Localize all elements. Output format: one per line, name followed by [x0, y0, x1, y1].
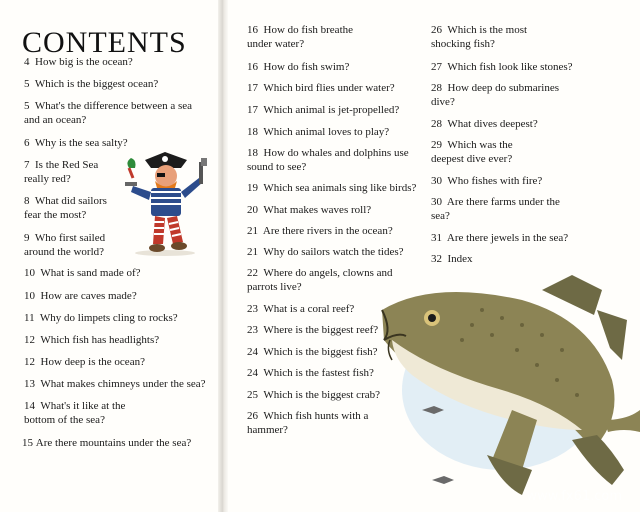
toc-entry[interactable]: 13 What makes chimneys under the sea?: [24, 378, 206, 390]
toc-entry[interactable]: 19 Which sea animals sing like birds?: [247, 182, 417, 194]
toc-entry[interactable]: 27 Which fish look like stones?: [431, 61, 573, 73]
toc-entry[interactable]: 21 Why do sailors watch the tides?: [247, 246, 404, 258]
toc-entry[interactable]: 24 Which is the biggest fish?: [247, 346, 378, 358]
small-fish-icon: [432, 476, 454, 484]
toc-entry[interactable]: 5 Which is the biggest ocean?: [24, 78, 159, 90]
toc-entry[interactable]: 12 Which fish has headlights?: [24, 334, 160, 346]
toc-entry[interactable]: 15 Are there mountains under the sea?: [22, 437, 192, 449]
toc-entry[interactable]: 6 Why is the sea salty?: [24, 137, 128, 149]
toc-entry[interactable]: 14 What's it like at the bottom of the sea?: [24, 400, 126, 426]
pirate-illustration-icon: [115, 148, 215, 258]
toc-entry[interactable]: 28 How deep do submarines dive?: [431, 82, 560, 108]
toc-entry[interactable]: 10 What is sand made of?: [24, 267, 141, 279]
toc-entry[interactable]: 23 Where is the biggest reef?: [247, 324, 379, 336]
toc-entry[interactable]: 29 Which was the deepest dive ever?: [431, 139, 513, 165]
toc-entry[interactable]: 4 How big is the ocean?: [24, 56, 133, 68]
toc-entry[interactable]: 23 What is a coral reef?: [247, 303, 355, 315]
toc-entry[interactable]: 8 What did sailors fear the most?: [24, 195, 107, 221]
watermark: www.fx61.com: [526, 489, 622, 504]
cod-fish-illustration-icon: [372, 270, 640, 512]
toc-entry[interactable]: 17 Which animal is jet-propelled?: [247, 104, 400, 116]
toc-entry[interactable]: 5 What's the difference between a sea and an ocean?: [24, 100, 193, 126]
toc-entry[interactable]: 12 How deep is the ocean?: [24, 356, 145, 368]
toc-entry[interactable]: 25 Which is the biggest crab?: [247, 389, 380, 401]
toc-entry[interactable]: 16 How do fish swim?: [247, 61, 350, 73]
toc-entry[interactable]: 30 Are there farms under the sea?: [431, 196, 560, 222]
toc-entry[interactable]: 26 Which is the most shocking fish?: [431, 24, 528, 50]
toc-entry[interactable]: 16 How do fish breathe under water?: [247, 24, 354, 50]
toc-entry[interactable]: 22 Where do angels, clowns and parrots live?: [247, 267, 393, 293]
page-title: CONTENTS: [22, 26, 187, 60]
toc-entry[interactable]: 11 Why do limpets cling to rocks?: [24, 312, 178, 324]
toc-entry[interactable]: 17 Which bird flies under water?: [247, 82, 395, 94]
toc-entry[interactable]: 9 Who first sailed around the world?: [24, 232, 106, 258]
toc-entry[interactable]: 18 How do whales and dolphins use sound to see?: [247, 147, 409, 173]
toc-entry[interactable]: 20 What makes waves roll?: [247, 204, 372, 216]
toc-entry[interactable]: 30 Who fishes with fire?: [431, 175, 543, 187]
toc-entry[interactable]: 32 Index: [431, 253, 473, 265]
toc-entry[interactable]: 7 Is the Red Sea really red?: [24, 159, 99, 185]
toc-entry[interactable]: 28 What dives deepest?: [431, 118, 538, 130]
toc-entry[interactable]: 26 Which fish hunts with a hammer?: [247, 410, 369, 436]
toc-entry[interactable]: 10 How are caves made?: [24, 290, 137, 302]
toc-entry[interactable]: 18 Which animal loves to play?: [247, 126, 390, 138]
toc-entry[interactable]: 31 Are there jewels in the sea?: [431, 232, 569, 244]
toc-entry[interactable]: 21 Are there rivers in the ocean?: [247, 225, 393, 237]
toc-entry[interactable]: 24 Which is the fastest fish?: [247, 367, 374, 379]
book-gutter: [218, 0, 228, 512]
